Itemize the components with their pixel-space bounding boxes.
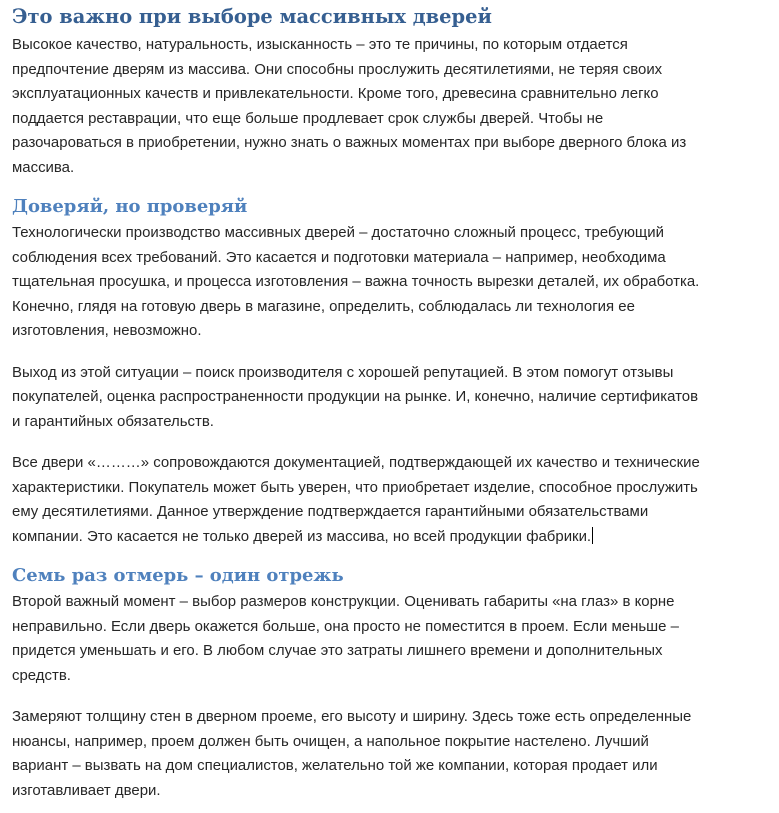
paragraph-reputation[interactable] — [12, 361, 772, 435]
text-line: и гарантийных обязательств. — [12, 412, 214, 430]
text-line: характеристики. Покупатель может быть уверен, что приобретает изделие, способное прослужить — [12, 478, 698, 496]
text-line: тщательная просушка, и процесса изготовления – важна точность вырезки деталей, их обработка. — [12, 273, 700, 290]
document-page[interactable] — [12, 4, 772, 803]
text-line: неправильно. Если дверь окажется больше, она просто не поместится в проем. Если меньше – — [12, 617, 679, 635]
text-line: поддается реставрации, что еще больше продлевает срок службы дверей. Чтобы не — [12, 109, 604, 127]
section-heading-trust-but-verify: Доверяй, но проверяй — [12, 196, 248, 217]
text-line-with-cursor — [12, 525, 772, 550]
text-line: Выход из этой ситуации – поиск производителя с хорошей репутацией. В этом помогут отзывы — [12, 363, 674, 381]
text-line: Технологически производство массивных дверей – достаточно сложный процесс, требующий — [12, 224, 664, 241]
text-line: изготовления, невозможно. — [12, 322, 202, 339]
text-line: нюансы, например, проем должен быть очищен, а напольное покрытие настелено. Лучший — [12, 732, 649, 750]
paragraph-intro[interactable] — [12, 33, 772, 180]
text-line: покупателей, оценка распространенности продукции на рынке. И, конечно, наличие сертификатов — [12, 388, 699, 405]
section-heading-measure-twice: Семь раз отмерь – один отрежь — [12, 565, 344, 586]
text-line: средств. — [12, 666, 71, 684]
text-line: Конечно, глядя на готовую дверь в магазине, определить, соблюдалась ли технология ее — [12, 297, 635, 315]
paragraph-documentation[interactable] — [12, 451, 772, 549]
text-line: разочароваться в приобретении, нужно знать о важных моментах при выборе дверного блока из — [12, 134, 687, 151]
paragraph-measuring[interactable] — [12, 705, 772, 803]
text-line: изготавливает двери. — [12, 781, 161, 799]
text-line: эксплуатационных качеств и привлекательности. Кроме того, древесина сравнительно легко — [12, 85, 659, 102]
text-line: предпочтение дверям из массива. Они способны прослужить десятилетиями, не теряя своих — [12, 60, 663, 78]
text-cursor — [592, 527, 593, 544]
text-line: компании. Это касается не только дверей из массива, но всей продукции фабрики. — [12, 527, 592, 545]
paragraph-dimensions[interactable] — [12, 590, 772, 688]
text-line: Замеряют толщину стен в дверном проеме, его высоту и ширину. Здесь тоже есть определенные — [12, 708, 692, 725]
text-line: придется уменьшать и его. В любом случае это затраты лишнего времени и дополнительных — [12, 642, 663, 659]
text-line: соблюдения всех требований. Это касается и подготовки материала – например, необходима — [12, 248, 666, 266]
text-line: Все двери «………» сопровождаются документацией, подтверждающей их качество и технические — [12, 454, 700, 471]
text-line: массива. — [12, 158, 75, 176]
text-line: ему десятилетиями. Данное утверждение подтверждается гарантийными обязательствами — [12, 503, 649, 520]
text-line: вариант – вызвать на дом специалистов, желательно той же компании, которая продает или — [12, 757, 658, 774]
text-line: Второй важный момент – выбор размеров конструкции. Оценивать габариты «на глаз» в корне — [12, 593, 675, 610]
paragraph-technology[interactable] — [12, 221, 772, 344]
section-heading-important-choice: Это важно при выборе массивных дверей — [12, 5, 492, 28]
text-line: Высокое качество, натуральность, изысканность – это те причины, по которым отдается — [12, 36, 628, 53]
